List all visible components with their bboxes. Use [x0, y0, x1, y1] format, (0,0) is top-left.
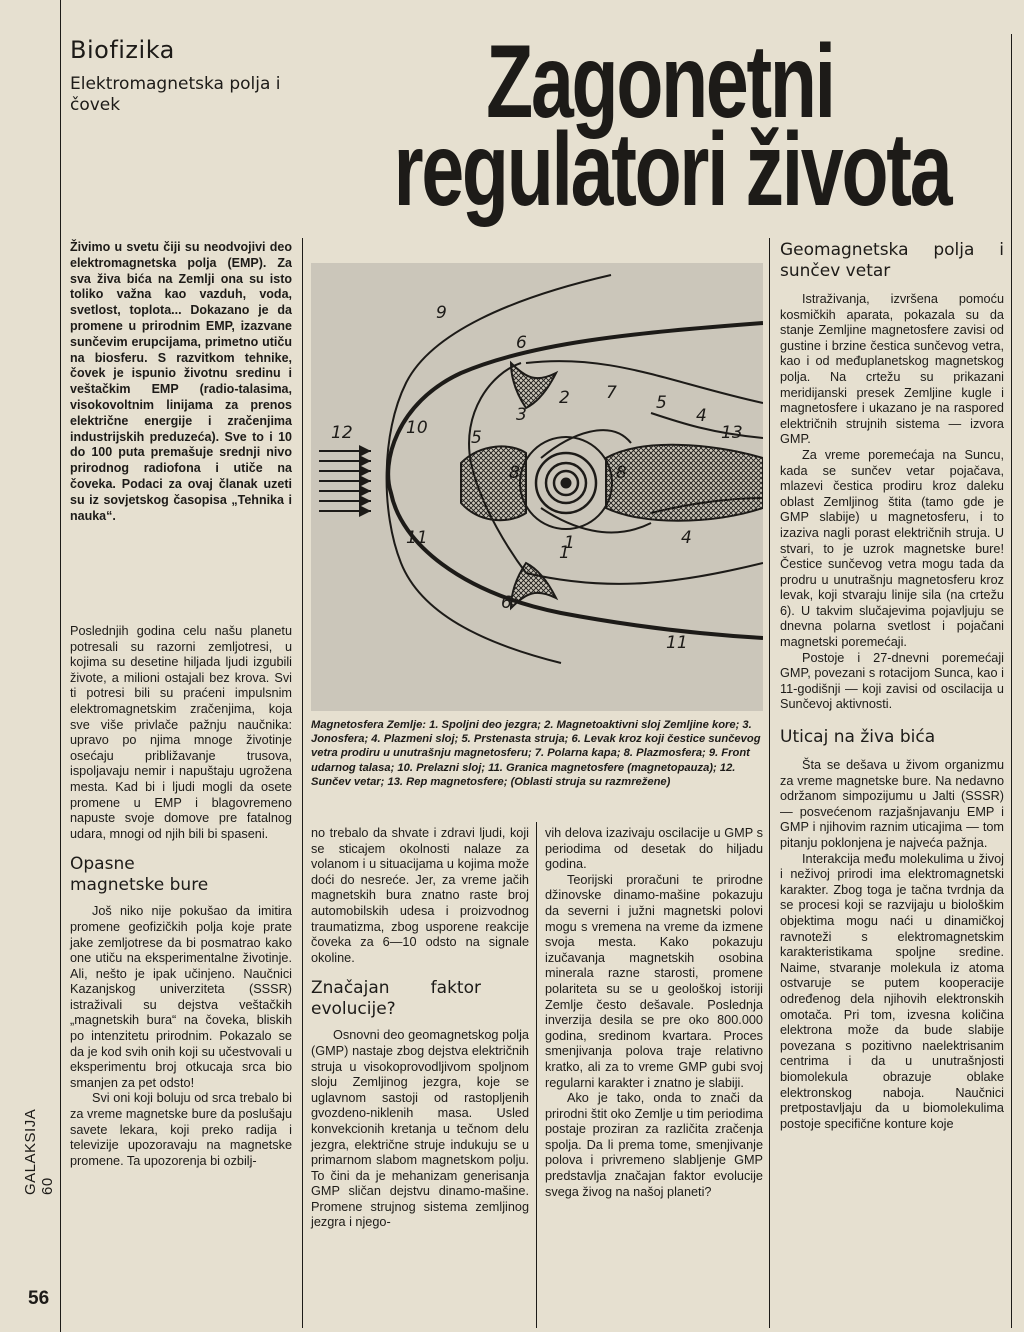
paragraph: Za vreme poremećaja na Suncu, kada se sunčev vetar pojačava, mlazevi čestica prodiru kroz daleku oblast Zemljinog štita (tamo gde je GMP slabije) u magnetosferu, i to izaziva nagli porast električnih struja. U stvari, to je uzrok magnetske bure! Čestice sunčevog vetra mogu tada da prodru u unutrašnju magnetosferu kroz levak, koji stvaraju linije sila (na crtežu 6). U takvim slučajevima pojavljuju se dnevna polarna svetlost i pojačani magnetski poremećaji.	[780, 447, 1004, 650]
figure-label: 4	[681, 528, 692, 548]
magnetosphere-figure	[311, 263, 763, 711]
magazine-name: GALAKSIJA 60	[22, 1109, 56, 1195]
plasma-sheet-right	[606, 445, 763, 521]
subheading: Uticaj na živa bića	[780, 727, 936, 748]
figure-label: 3	[516, 405, 527, 425]
column-2	[311, 826, 529, 1231]
paragraph: Postoje i 27-dnevni poremećaji GMP, povezani s rotacijom Sunca, kao i 11-godišnji — koji zavisi od oscilacija u Sunčevoj aktivnosti.	[780, 650, 1004, 712]
column-rule-3	[536, 822, 537, 1328]
left-margin-rule	[60, 0, 61, 1332]
figure-label: 6	[501, 593, 512, 613]
column-1	[70, 624, 292, 1169]
paragraph: no trebalo da shvate i zdravi ljudi, koji se sticajem okolnosti nalaze za volanom i u situacijama u kojima može doći do nesreće. Jer, za vreme jačih magnetskih bura znatno raste broj automobilskih udesa i proizvodnog traumatizma, zbog usporene reakcije čoveka za 6—10 odsto na signale okoline.	[311, 826, 529, 965]
figure-label: 2	[559, 388, 570, 408]
paragraph: Interakcija među molekulima u živoj i neživoj prirodi ima elektromagnetski karakter. Zbog toga je tačna tvrdnja da se procesi koji se razvijaju u biološkim objektima mogu naći u dinamičkoj ravnoteži s elektromagnetskim karakteristikama spoljne sredine. Naime, stvaranje molekula iz atoma ostvaruje se putem kooperacije određenog dela njihovih elektronskih omotača. Pri tom, izvesna količina elektrona može da bude slabije povezana s pozitivno naelektrisanim centrima i da u unutrašnjosti biomolekula obrazuje oblake elektronskog naboja. Naučnici pretpostavljaju da u biomolekulima postoje specifične konture koje	[780, 851, 1004, 1131]
paragraph: Još niko nije pokušao da imitira promene geofizičkih polja koje prate jake zemljotrese da bi posmatrao kako one utiču na eksperimentalne životinje. Ali, nešto je ipak učinjeno. Naučnici Kazanjskog univerziteta (SSSR) istraživali su dejstva veštačkih „magnetskih bura“ na čoveka, bliskih po intenzitetu prirodnim. Pokazalo se da je kod svih onih koji su učestvovali u eksperimentu broj otkucaja srca bio smanjen za pet odsto!	[70, 904, 292, 1090]
paragraph: Teorijski proračuni te prirodne džinovske dinamo-mašine pokazuju da severni i južni magnetski polovi mogu s vremena na vreme da izmene svoja mesta. Kako pokazuju izučavanja magnetskih osobina minerala razne starosti, promene polariteta su se u geološkoj istoriji Zemlje često dešavale. Poslednja inverzija desila se pre oko 800.000 godina, sredinom kvartara. Proces smenjivanja polova traje relativno kratko, ali za to vreme GMP gubi svoj regularni karakter i znatno je slabiji.	[545, 872, 763, 1090]
paragraph: Ako je tako, onda to znači da prirodni štit oko Zemlje u tim periodima postaje proziran za različita zračenja spolja. Da li prema tome, smenjivanje polova i privremeno slabljenje GMP predstavlja značajan faktor evolucije svega živog na našoj planeti?	[545, 1091, 763, 1199]
paragraph: Svi oni koji boluju od srca trebalo bi za vreme magnetske bure da poslušaju savete lekara, koji preko radija i televizije upozoravaju na magnetske promene. Ta upozorenja bi ozbilj-	[70, 1091, 292, 1168]
headline-line-2: regulatori života	[393, 112, 951, 228]
figure-label: 13	[721, 423, 743, 443]
figure-label: 11	[406, 528, 428, 548]
polar-cusp-top	[511, 363, 556, 408]
headline-line-1: Zagonetni	[486, 24, 834, 140]
paragraph: Istraživanja, izvršena pomoću kosmičkih aparata, pokazala su da stanje Zemljine magnetosfere zavisi od gustine i brzine čestica sunčevog vetra, kao i od međuplanetskog magnetskog polja. Na crtežu su prikazani meridijanski presek Zemljine kugle i magnetosfere i ukazano je na raspored električnih strujnih sistema — izvora GMP.	[780, 292, 1004, 447]
figure-label: 1	[559, 543, 570, 563]
section-label: Biofizika	[70, 36, 175, 64]
earth-rings	[520, 437, 612, 529]
figure-label: 5	[656, 393, 667, 413]
paragraph: Poslednjih godina celu našu planetu potresali su razorni zemljotresi, u kojima su desetine hiljada ljudi izgubili živote, a milioni ostajali bez krova. Svi ti potresi bili su praćeni impulsnim elektromagnetskim zračenjima, koja sve više privlače pažnju naučnika: upravo po njima mnoge životinje osećaju približavanje trusova, ispoljavaju nemir i napuštaju ugrožena mesta. Kad bi i ljudi mogli da osete promene u EMP i blagovremeno napuste svoje domove pre fatalnog udara, mnogi od njih bili bi spaseni.	[70, 624, 292, 841]
subheading: Značajan faktor evolucije?	[311, 978, 481, 1020]
column-4	[780, 240, 1004, 1132]
magnetosphere-diagram	[311, 263, 763, 711]
figure-label: 9	[436, 303, 447, 323]
polar-cusp-bottom	[511, 563, 556, 608]
plasma-sheet-left	[461, 446, 526, 520]
figure-label: 10	[406, 418, 428, 438]
paragraph: Osnovni deo geomagnetskog polja (GMP) nastaje zbog dejstva električnih struja u visokoprovodljivom spoljnom sloju Zemljinog jezgra, koje se uglavnom sastoji od rastopljenih gvozdeno-niklenih masa. Usled konvekcionih kretanja u tečnom delu jezgra, električne struje indukuju se u primarnom slabom magnetskom polju. To čini da je mehanizam generisanja GMP sličan dejstvu dinamo-mašine. Promene strujnog sistema zemljinog jezgra i njego-	[311, 1028, 529, 1230]
right-margin-rule	[1011, 34, 1012, 1328]
solar-wind-arrows	[319, 451, 371, 511]
page-number: 56	[28, 1288, 50, 1309]
figure-label: 5	[471, 428, 482, 448]
figure-label: 12	[331, 423, 353, 443]
subheading: Opasne magnetske bure	[70, 854, 209, 896]
paragraph: vih delova izazivaju oscilacije u GMP s periodima od desetak do hiljadu godina.	[545, 826, 763, 872]
figure-label: 1	[564, 533, 575, 553]
figure-caption: Magnetosfera Zemlje: 1. Spoljni deo jezgra; 2. Magnetoaktivni sloj Zemljine kore; 3. Jonosfera; 4. Plazmeni sloj; 5. Prstenasta struja; 6. Levak kroz koji čestice sunčevog vetra prodiru u unutrašnju magnetosferu; 7. Polarna kapa; 8. Plazmosfera; 9. Front udarnog talasa; 10. Prelazni sloj; 11. Granica magnetosfere (magnetopauza); 12. Sunčev vetar; 13. Rep magnetosfere; (Oblasti struja su razmrežene)	[311, 719, 761, 788]
column-rule-1	[302, 238, 303, 1328]
section-sublabel: Elektromagnetska polja i čovek	[70, 74, 281, 115]
figure-label: 8	[616, 463, 627, 483]
subheading: Geomagnetska polja i sunčev vetar	[780, 240, 1004, 281]
paragraph: Šta se dešava u živom organizmu za vreme magnetske bure. Na nedavno održanom simpozijumu u Jalti (SSSR) — posvećenom razjašnjavanju EMP i GMP i njihovim raznim uticajima — tom pitanju poklonjena je najveća pažnja.	[780, 758, 1004, 850]
intro-paragraph: Živimo u svetu čiji su neodvojivi deo elektromagnetska polja (EMP). Za sva živa bića na Zemlji ona su isto toliko važna kao vazduh, voda, svetlost, toplota... Dokazano je da promene u prirodnim EMP, izazvane sunčevim erupcijama, primetno utiču na biosferu. S razvitkom tehnike, čovek je ispunio životnu sredinu i veštačkim EMP (radio-talasima, visokovoltnim linijama za prenos električne energije i zračenjima industrijskih preduzeća). Sve to i 10 do 100 puta premašuje srednji nivo prirodnog radiofona i utiče na čoveka. Podaci za ovaj članak uzeti su iz sovjetskog časopisa „Tehnika i nauka“.	[70, 240, 292, 523]
figure-label: 7	[606, 383, 617, 403]
figure-label: 6	[516, 333, 527, 353]
column-3	[545, 826, 763, 1200]
figure-label: 4	[696, 406, 707, 426]
figure-label: 11	[666, 633, 688, 653]
column-rule-2	[769, 238, 770, 1328]
figure-label: 8	[509, 463, 520, 483]
